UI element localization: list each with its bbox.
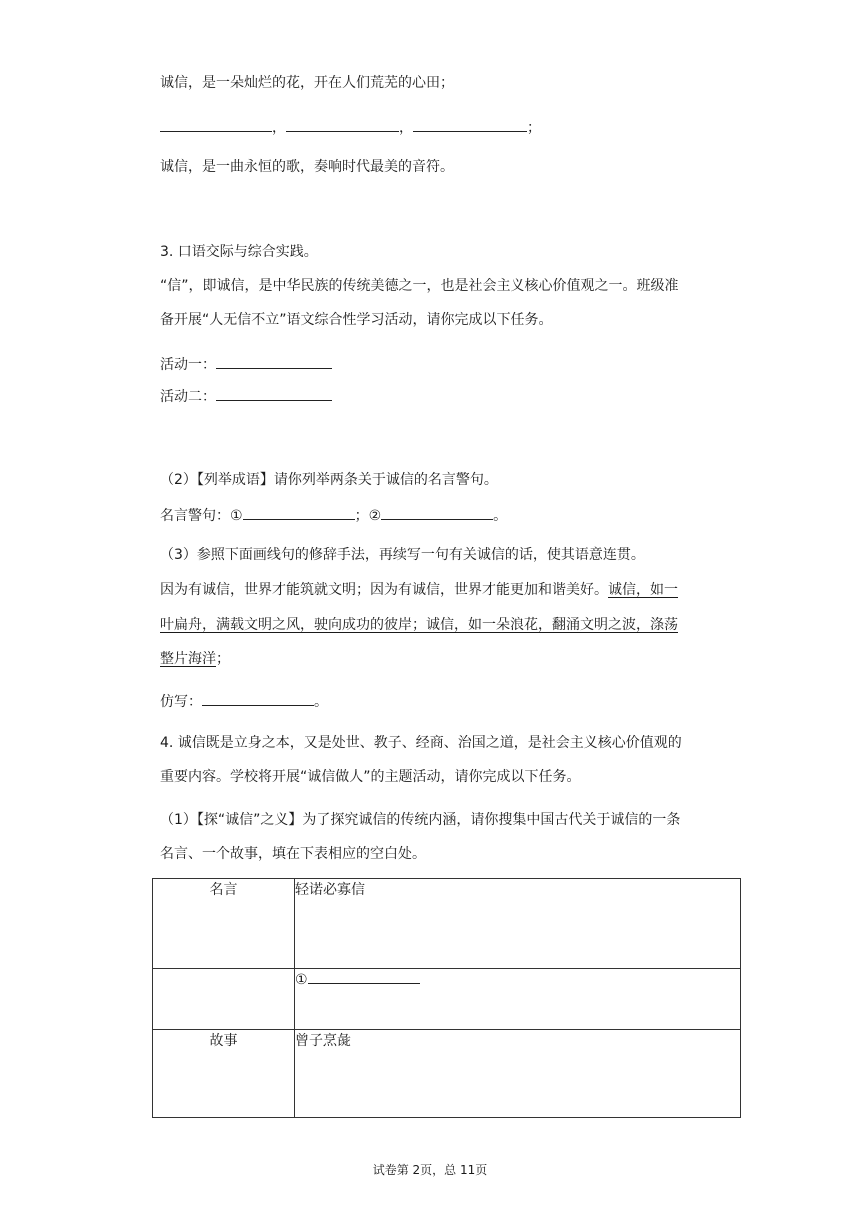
circle-1: ① bbox=[295, 972, 308, 988]
row-content-quote: 轻诺必寡信 bbox=[295, 879, 741, 969]
q4-intro-1: 4. 诚信既是立身之本，又是处世、教子、经商、治国之道，是社会主义核心价值观的 bbox=[160, 735, 682, 751]
q4-intro-2: 重要内容。学校将开展“诚信做人”的主题活动，请你完成以下任务。 bbox=[160, 769, 581, 785]
activity-1-blank[interactable] bbox=[216, 354, 332, 369]
semicolon: ； bbox=[354, 508, 369, 524]
period: 。 bbox=[493, 508, 508, 524]
poem-line-3: 诚信，是一曲永恒的歌，奏响时代最美的音符。 bbox=[160, 159, 454, 175]
imitate-end: 。 bbox=[314, 694, 328, 710]
answer-table bbox=[152, 878, 741, 1118]
row-content-story: 曾子烹彘 bbox=[295, 1030, 741, 1118]
row-content-answer bbox=[295, 969, 741, 1030]
activity-1 bbox=[160, 354, 332, 375]
poem-line-1: 诚信，是一朵灿烂的花，开在人们荒芜的心田； bbox=[160, 75, 454, 91]
activity-2 bbox=[160, 386, 332, 407]
sub3-plain: 因为有诚信，世界才能筑就文明；因为有诚信，世界才能更加和谐美好。 bbox=[160, 582, 608, 598]
quote-blank-1[interactable] bbox=[243, 505, 355, 520]
q3-sub2-title: （2）【列举成语】请你列举两条关于诚信的名言警句。 bbox=[160, 472, 498, 488]
quote-blank-2[interactable] bbox=[381, 505, 493, 520]
semicolon: ； bbox=[527, 120, 541, 136]
table-row bbox=[153, 879, 741, 969]
q3-sub3-title: （3）参照下面画线句的修辞手法，再续写一句有关诚信的话，使其语意连贯。 bbox=[160, 547, 645, 563]
sub3-underlined-1: 诚信，如一 bbox=[608, 582, 678, 598]
activity-2-blank[interactable] bbox=[216, 386, 332, 401]
page-footer: 试卷第 2页，总 11页 bbox=[372, 1163, 488, 1177]
poem-blank-line bbox=[160, 117, 541, 138]
q3-title: 3. 口语交际与综合实践。 bbox=[160, 244, 318, 260]
q4-sub1-line-2: 名言、一个故事，填在下表相应的空白处。 bbox=[160, 846, 426, 862]
answer-label: 名言警句： bbox=[160, 508, 230, 524]
circle-2: ② bbox=[368, 508, 382, 524]
sub3-underlined-3: 整片海洋 bbox=[160, 651, 216, 667]
row-label-quote: 名言 bbox=[153, 879, 295, 969]
comma-1: ， bbox=[272, 120, 286, 136]
comma-2: ， bbox=[399, 120, 413, 136]
q3-sub3-text-2: 叶扁舟，满载文明之风，驶向成功的彼岸；诚信，如一朵浪花，翻涌文明之波，涤荡 bbox=[160, 617, 678, 633]
q3-intro-2: 备开展“人无信不立”语文综合性学习活动，请你完成以下任务。 bbox=[160, 312, 553, 328]
table-answer-blank[interactable] bbox=[308, 969, 420, 984]
q3-sub2-answer bbox=[160, 505, 507, 526]
table-row bbox=[153, 969, 741, 1030]
imitate-blank[interactable] bbox=[202, 691, 314, 706]
blank-3[interactable] bbox=[413, 117, 527, 132]
sub3-end: ； bbox=[216, 651, 230, 667]
row-label-story: 故事 bbox=[153, 1030, 295, 1118]
blank-2[interactable] bbox=[286, 117, 399, 132]
q3-sub3-text-1 bbox=[160, 580, 678, 600]
table-row bbox=[153, 1030, 741, 1118]
q3-intro-1: “信”，即诚信，是中华民族的传统美德之一，也是社会主义核心价值观之一。班级准 bbox=[160, 278, 679, 294]
activity-1-label: 活动一： bbox=[160, 357, 216, 373]
imitate-line bbox=[160, 691, 328, 712]
q3-sub3-text-3 bbox=[160, 649, 230, 669]
row-label-empty bbox=[153, 969, 295, 1030]
circle-1: ① bbox=[230, 508, 243, 524]
blank-1[interactable] bbox=[160, 117, 272, 132]
activity-2-label: 活动二： bbox=[160, 389, 216, 405]
imitate-label: 仿写： bbox=[160, 694, 202, 710]
q4-sub1-line-1: （1）【探“诚信”之义】为了探究诚信的传统内涵，请你搜集中国古代关于诚信的一条 bbox=[160, 812, 681, 828]
